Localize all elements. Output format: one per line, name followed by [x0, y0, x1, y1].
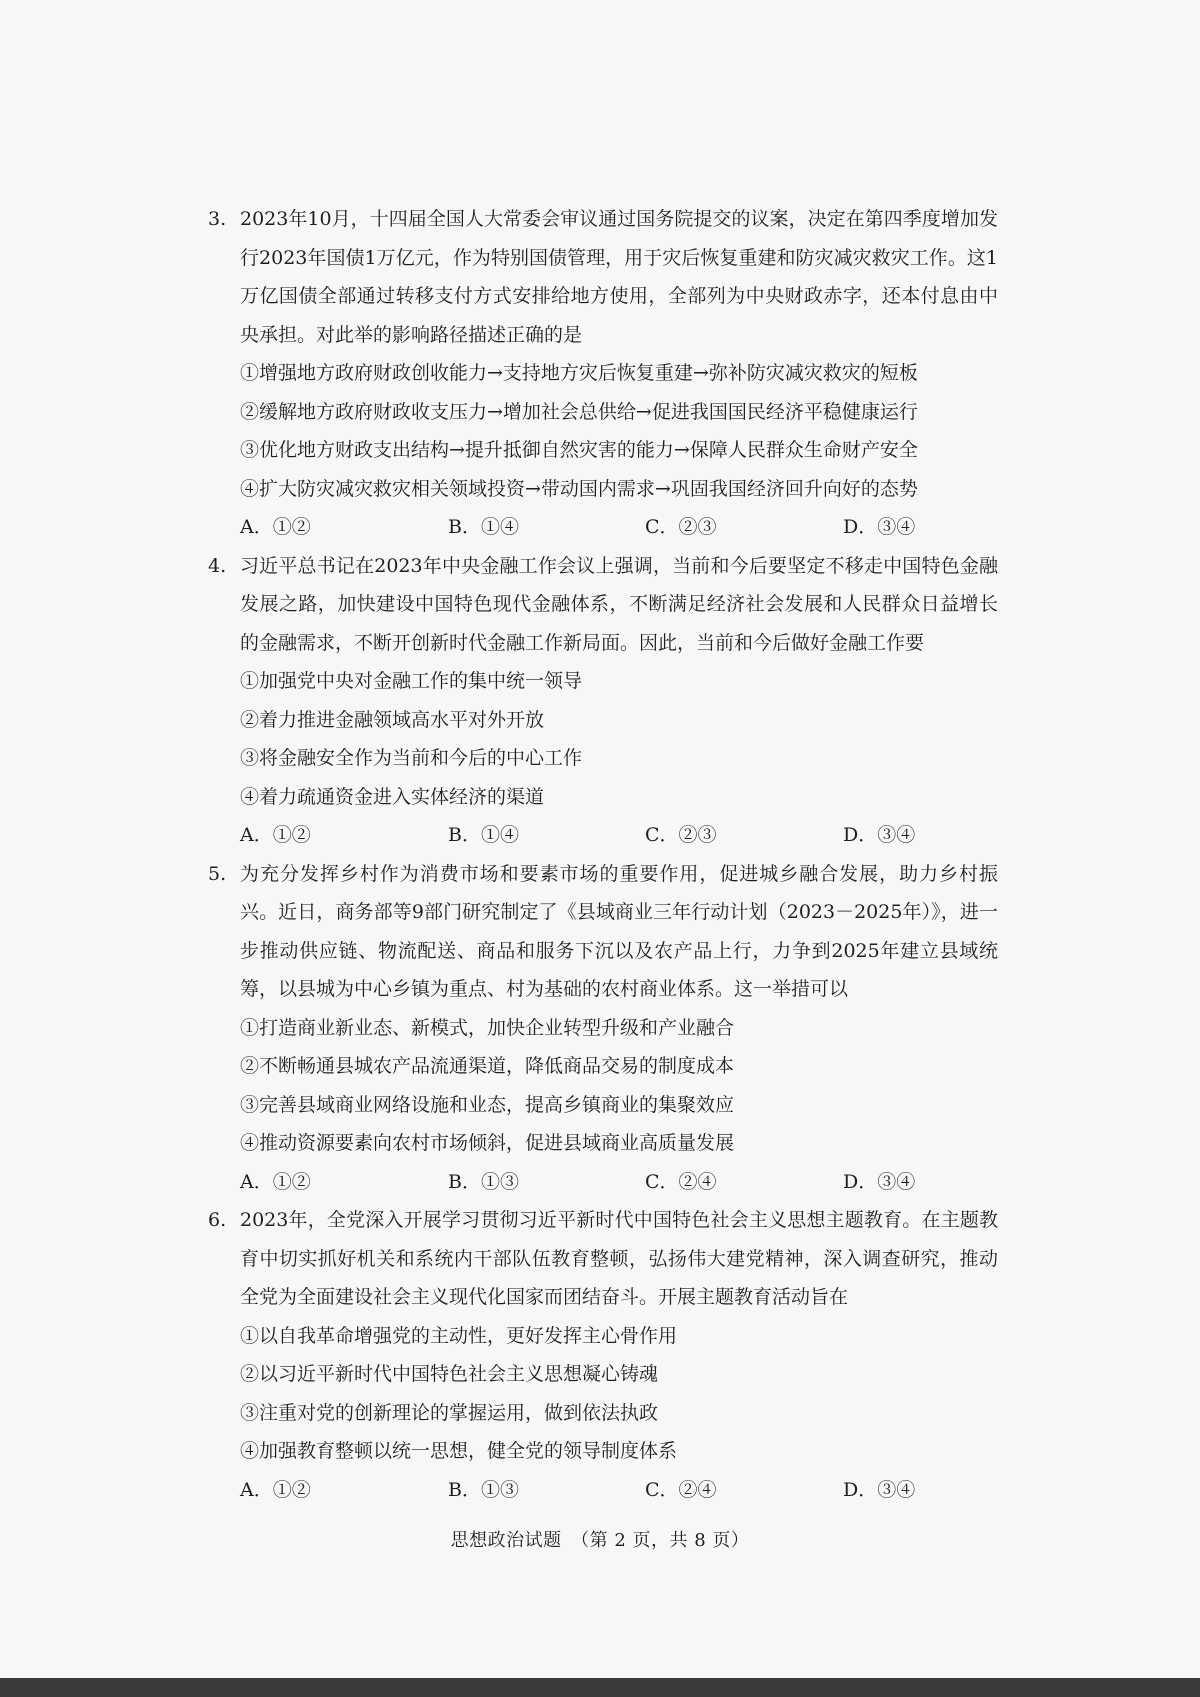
- question-stem: [208, 547, 998, 663]
- choice-d: D．③④: [843, 824, 916, 846]
- choice-c: C．②③: [645, 824, 717, 846]
- question-4: [208, 547, 998, 855]
- question-text: 2023年，全党深入开展学习贯彻习近平新时代中国特色社会主义思想主题教育。在主题教育中切实抓好机关和系统内干部队伍教育整顿，弘扬伟大建党精神，深入调查研究，推动全党为全面建设社会主义现代化国家而团结奋斗。开展主题教育活动旨在: [240, 1209, 998, 1308]
- question-stem: [208, 1201, 998, 1317]
- question-text: 2023年10月，十四届全国人大常委会审议通过国务院提交的议案，决定在第四季度增加发行2023年国债1万亿元，作为特别国债管理，用于灾后恢复重建和防灾减灾救灾工作。这1万亿国债全部通过转移支付方式安排给地方使用，全部列为中央财政赤字，还本付息由中央承担。对此举的影响路径描述正确的是: [240, 208, 998, 346]
- statement-3: ③注重对党的创新理论的掌握运用，做到依法执政: [240, 1401, 659, 1424]
- question-3: [208, 200, 998, 547]
- choice-d: D．③④: [843, 1170, 916, 1193]
- statement-3: ③优化地方财政支出结构→提升抵御自然灾害的能力→保障人民群众生命财产安全: [240, 439, 918, 461]
- choice-c: C．②④: [645, 1478, 717, 1501]
- choice-b: B．①④: [448, 824, 519, 846]
- statement-1: ①加强党中央对金融工作的集中统一领导: [240, 670, 583, 692]
- question-stem: [208, 855, 998, 1009]
- choice-d: D．③④: [843, 1478, 916, 1501]
- statement-2: ②以习近平新时代中国特色社会主义思想凝心铸魂: [240, 1363, 659, 1385]
- choice-a: A．①②: [240, 1170, 311, 1193]
- answer-choices: [240, 1163, 998, 1202]
- question-text: 习近平总书记在2023年中央金融工作会议上强调，当前和今后要坚定不移走中国特色金融发展之路，加快建设中国特色现代金融体系，不断满足经济社会发展和人民群众日益增长的金融需求，不断开创新时代金融工作新局面。因此，当前和今后做好金融工作要: [240, 554, 998, 654]
- answer-choices: [240, 508, 998, 547]
- statement-2: ②不断畅通县城农产品流通渠道，降低商品交易的制度成本: [240, 1055, 735, 1077]
- statement-1: ①打造商业新业态、新模式，加快企业转型升级和产业融合: [240, 1016, 735, 1039]
- choice-a: A．①②: [240, 824, 311, 846]
- choice-b: B．①③: [448, 1478, 519, 1501]
- question-stem: [208, 200, 998, 354]
- page-footer: 思想政治试题 （第 2 页，共 8 页）: [450, 1530, 750, 1551]
- statement-2: ②缓解地方政府财政收支压力→增加社会总供给→促进我国国民经济平稳健康运行: [240, 400, 918, 423]
- choice-c: C．②③: [645, 516, 717, 538]
- question-number: 3.: [208, 208, 227, 230]
- scan-edge-band: [0, 1678, 1200, 1697]
- statement-3: ③将金融安全作为当前和今后的中心工作: [240, 747, 583, 769]
- question-number: 5.: [208, 862, 227, 885]
- answer-choices: [240, 816, 998, 855]
- answer-choices: [240, 1471, 998, 1510]
- statement-4: ④着力疏通资金进入实体经济的渠道: [240, 785, 545, 808]
- statement-4: ④推动资源要素向农村市场倾斜，促进县域商业高质量发展: [240, 1132, 735, 1154]
- question-number: 6.: [208, 1209, 227, 1231]
- statement-4: ④扩大防灾减灾救灾相关领域投资→带动国内需求→巩固我国经济回升向好的态势: [240, 477, 918, 500]
- choice-a: A．①②: [240, 1478, 311, 1501]
- question-text: 为充分发挥乡村作为消费市场和要素市场的重要作用，促进城乡融合发展，助力乡村振兴。近日，商务部等9部门研究制定了《县域商业三年行动计划（2023－2025年）》，进一步推动供应链、物流配送、商品和服务下沉以及农产品上行，力争到2025年建立县域统筹，以县城为中心乡镇为重点、村为基础的农村商业体系。这一举措可以: [240, 862, 998, 1000]
- choice-b: B．①③: [448, 1170, 519, 1193]
- statement-2: ②着力推进金融领域高水平对外开放: [240, 708, 545, 731]
- choice-c: C．②④: [645, 1170, 717, 1193]
- choice-d: D．③④: [843, 516, 916, 538]
- question-number: 4.: [208, 554, 227, 577]
- choice-b: B．①④: [448, 516, 519, 538]
- choice-a: A．①②: [240, 516, 311, 538]
- question-list: [208, 200, 998, 1509]
- statement-1: ①以自我革命增强党的主动性，更好发挥主心骨作用: [240, 1324, 678, 1347]
- statement-4: ④加强教育整顿以统一思想，健全党的领导制度体系: [240, 1440, 678, 1462]
- statement-1: ①增强地方政府财政创收能力→支持地方灾后恢复重建→弥补防灾减灾救灾的短板: [240, 362, 918, 384]
- question-6: [208, 1201, 998, 1509]
- statement-3: ③完善县域商业网络设施和业态，提高乡镇商业的集聚效应: [240, 1093, 735, 1116]
- question-5: [208, 855, 998, 1202]
